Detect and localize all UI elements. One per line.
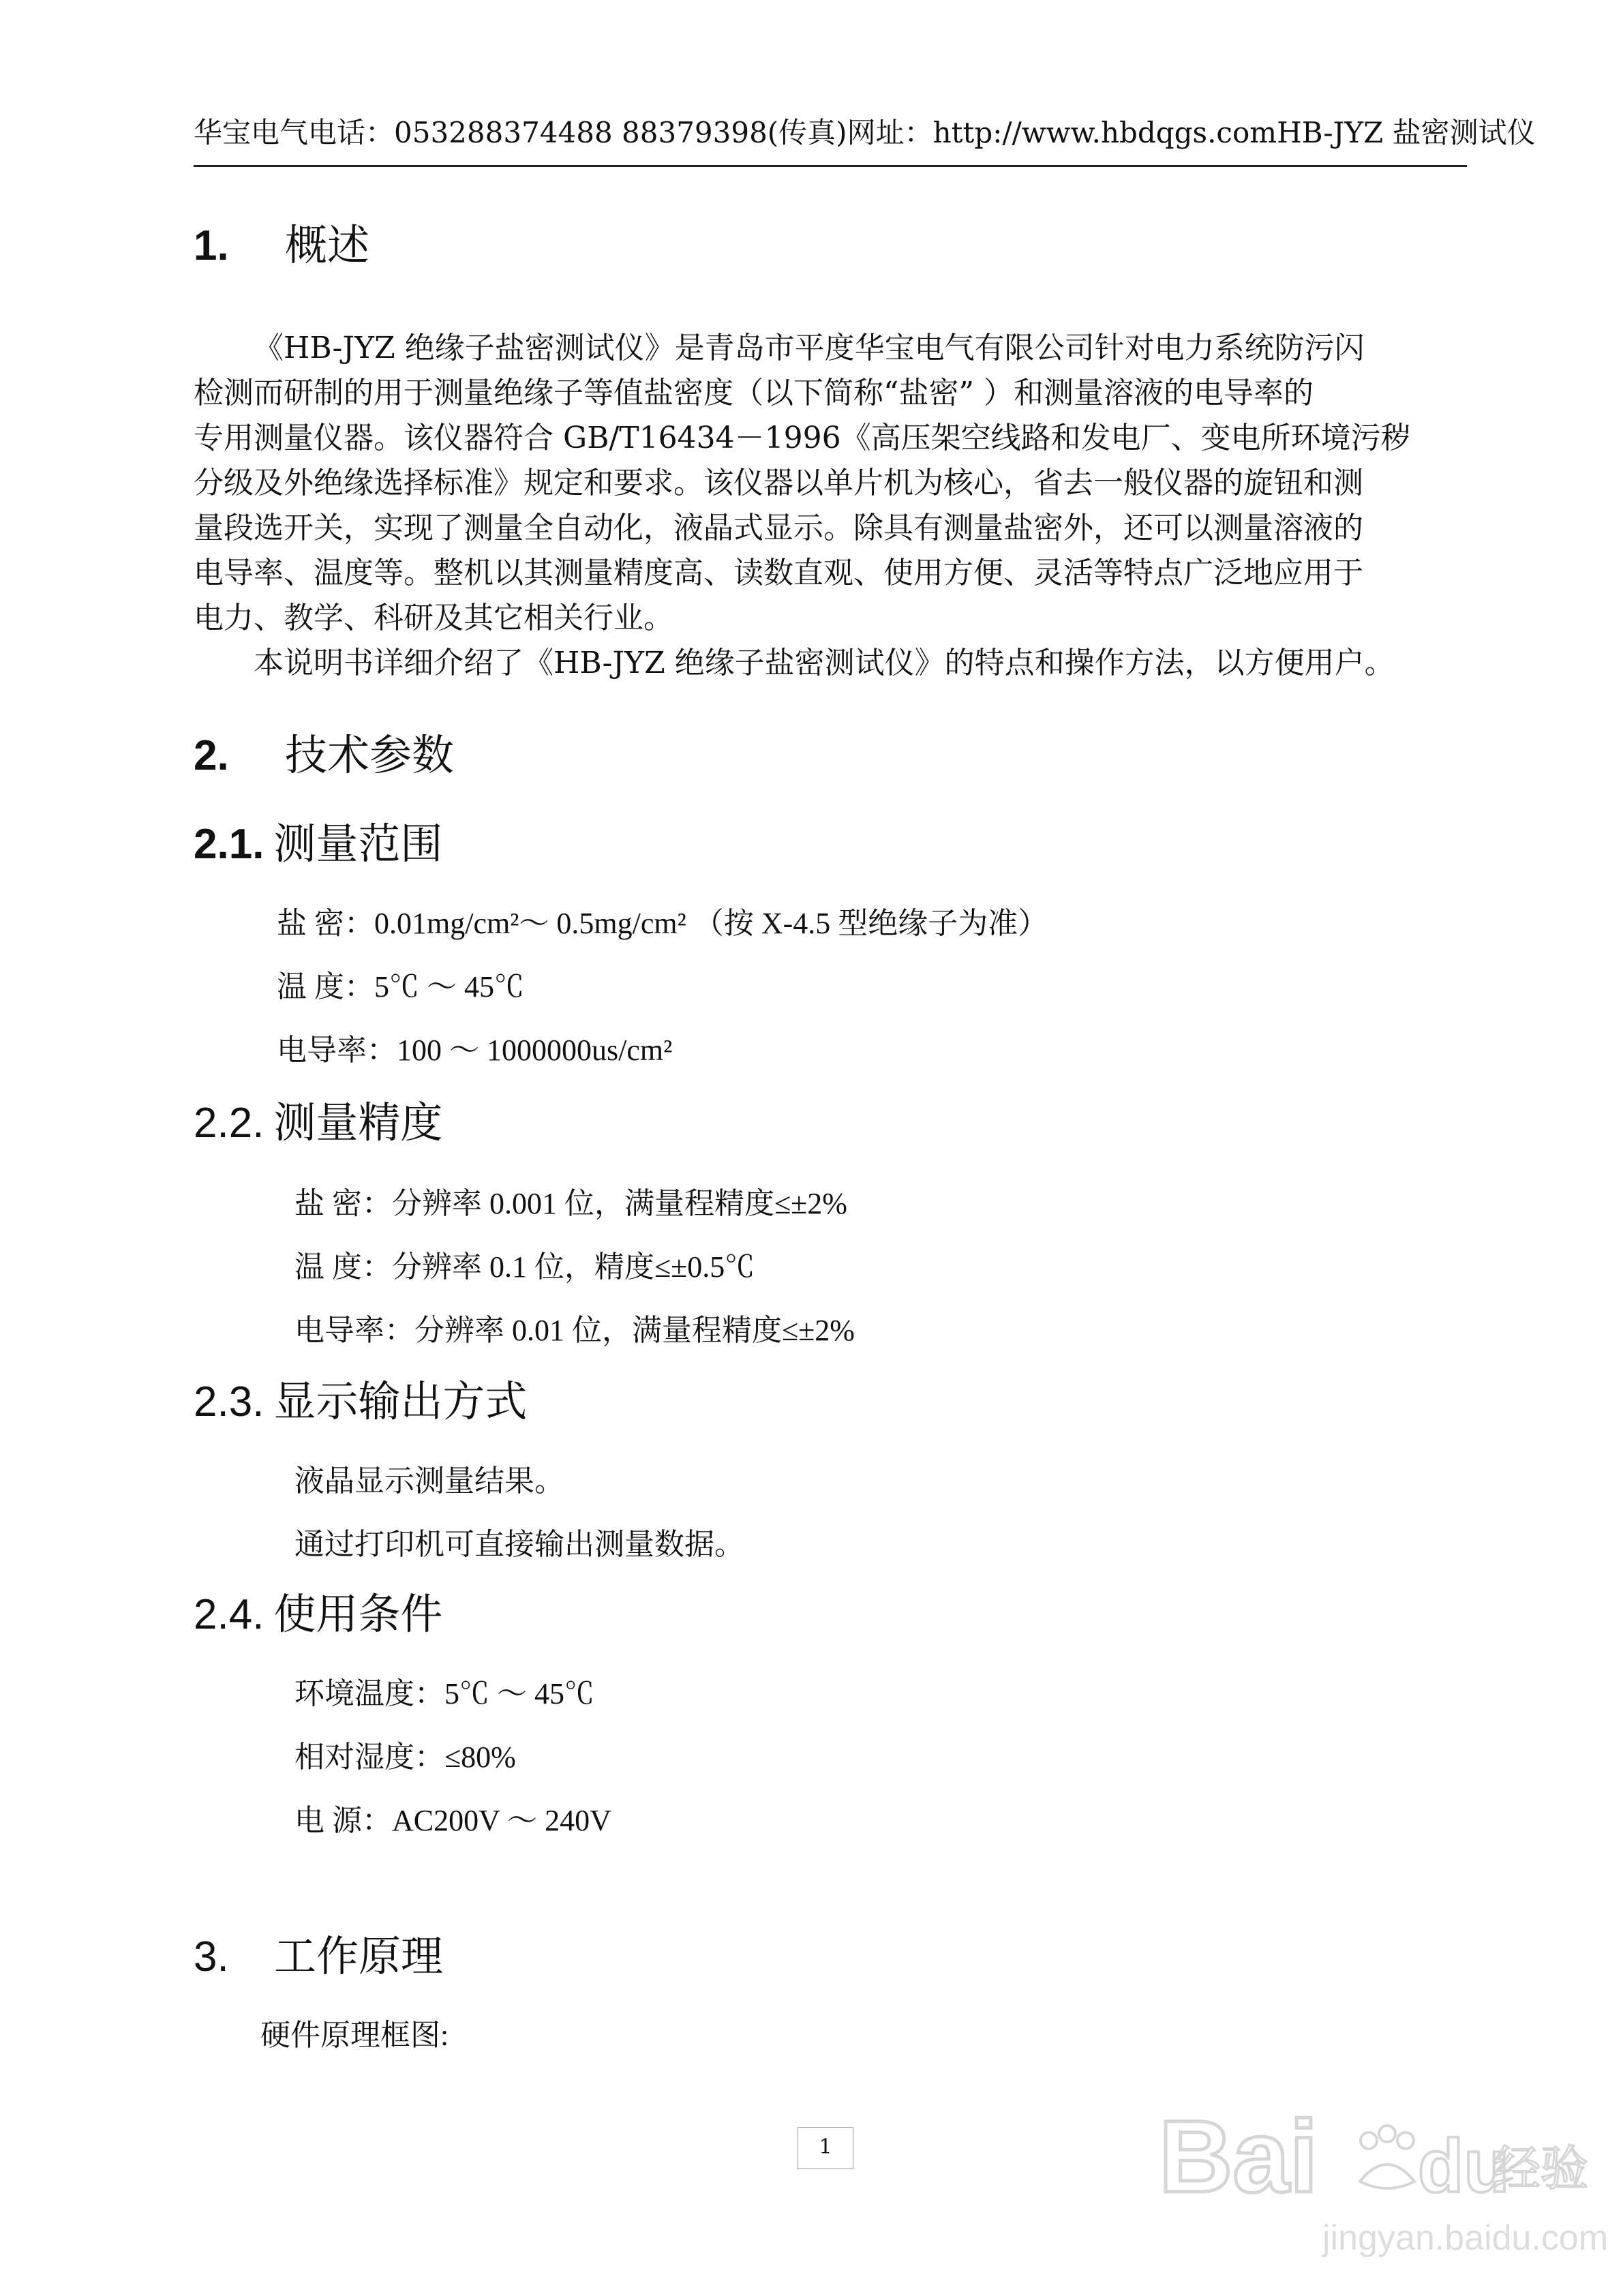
range-temperature: 温 度：5℃ ～ 45℃ [277, 970, 524, 1003]
section-title: 测量范围 [273, 819, 443, 868]
baidu-watermark-logo [1152, 2093, 1609, 2270]
accuracy-temperature: 温 度：分辨率 0.1 位，精度≤±0.5℃ [294, 1250, 755, 1284]
header-company: 华宝电气 [194, 116, 309, 149]
condition-temperature: 环境温度：5℃ ～ 45℃ [294, 1677, 594, 1710]
accuracy-salt-density: 盐 密：分辨率 0.001 位，满量程精度≤±2% [294, 1187, 847, 1220]
principle-diagram-caption: 硬件原理框图: [260, 2019, 449, 2052]
header-phone: 电话：053288374488 88379398(传真) [308, 116, 847, 149]
page-header [194, 109, 1536, 167]
display-lcd: 液晶显示测量结果。 [294, 1464, 564, 1498]
section-3-heading [194, 1929, 443, 1984]
overview-paragraph [194, 326, 1467, 686]
section-title: 使用条件 [273, 1589, 443, 1639]
section-number: 2.2. [194, 1100, 264, 1147]
overview-line: 电导率、温度等。整机以其测量精度高、读数直观、使用方便、灵活等特点广泛地应用于 [194, 556, 1363, 590]
svg-text:jingyan.baidu.com: jingyan.baidu.com [1322, 2218, 1609, 2258]
range-conductivity: 电导率：100 ～ 1000000us/cm² [277, 1033, 673, 1067]
section-title: 测量精度 [273, 1098, 443, 1147]
condition-humidity: 相对湿度：≤80% [294, 1740, 516, 1774]
section-2-2-heading [194, 1096, 442, 1151]
svg-text:经验: 经验 [1493, 2141, 1588, 2196]
page-number: 1 [798, 2127, 853, 2169]
header-product: HB-JYZ 盐密测试仪 [1277, 116, 1536, 149]
section-title: 显示输出方式 [273, 1376, 528, 1426]
section-number: 1. [194, 222, 229, 269]
section-2-1-heading [194, 817, 442, 872]
svg-text:Bai: Bai [1159, 2099, 1318, 2214]
svg-text:du: du [1418, 2124, 1510, 2208]
section-number: 2.1. [194, 821, 264, 868]
overview-line: 分级及外绝缘选择标准》规定和要求。该仪器以单片机为核心，省去一般仪器的旋钮和测 [194, 466, 1363, 500]
overview-line: 《HB-JYZ 绝缘子盐密测试仪》是青岛市平度华宝电气有限公司针对电力系统防污闪 [254, 331, 1365, 365]
section-number: 2. [194, 732, 229, 779]
display-printer: 通过打印机可直接输出测量数据。 [294, 1528, 744, 1561]
overview-line: 专用测量仪器。该仪器符合 GB/T16434－1996《高压架空线路和发电厂、变电所环境污秽 [194, 421, 1411, 455]
section-1-heading [194, 218, 369, 273]
section-number: 3. [194, 1933, 229, 1980]
section-2-4-heading [194, 1587, 442, 1642]
condition-power: 电 源：AC200V ～ 240V [294, 1804, 611, 1837]
overview-line: 检测而研制的用于测量绝缘子等值盐密度（以下简称“盐密” ）和测量溶液的电导率的 [194, 376, 1314, 410]
accuracy-conductivity: 电导率：分辨率 0.01 位，满量程精度≤±2% [294, 1314, 855, 1347]
section-number: 2.3. [194, 1378, 264, 1425]
range-salt-density: 盐 密：0.01mg/cm²～ 0.5mg/cm² （按 X-4.5 型绝缘子为准） [277, 907, 1048, 940]
section-number: 2.4. [194, 1591, 264, 1638]
header-website: 网址：http://www.hbdqgs.com [847, 116, 1277, 149]
section-title: 概述 [285, 220, 370, 270]
overview-note: 本说明书详细介绍了《HB-JYZ 绝缘子盐密测试仪》的特点和操作方法，以方便用户。 [254, 646, 1395, 680]
watermark-graphic [1152, 2093, 1609, 2270]
overview-line: 电力、教学、科研及其它相关行业。 [194, 601, 673, 635]
section-2-heading [194, 728, 454, 783]
overview-line: 量段选开关，实现了测量全自动化，液晶式显示。除具有测量盐密外，还可以测量溶液的 [194, 511, 1363, 545]
section-title: 技术参数 [285, 730, 455, 780]
section-2-3-heading [194, 1374, 527, 1430]
section-title: 工作原理 [274, 1931, 444, 1981]
